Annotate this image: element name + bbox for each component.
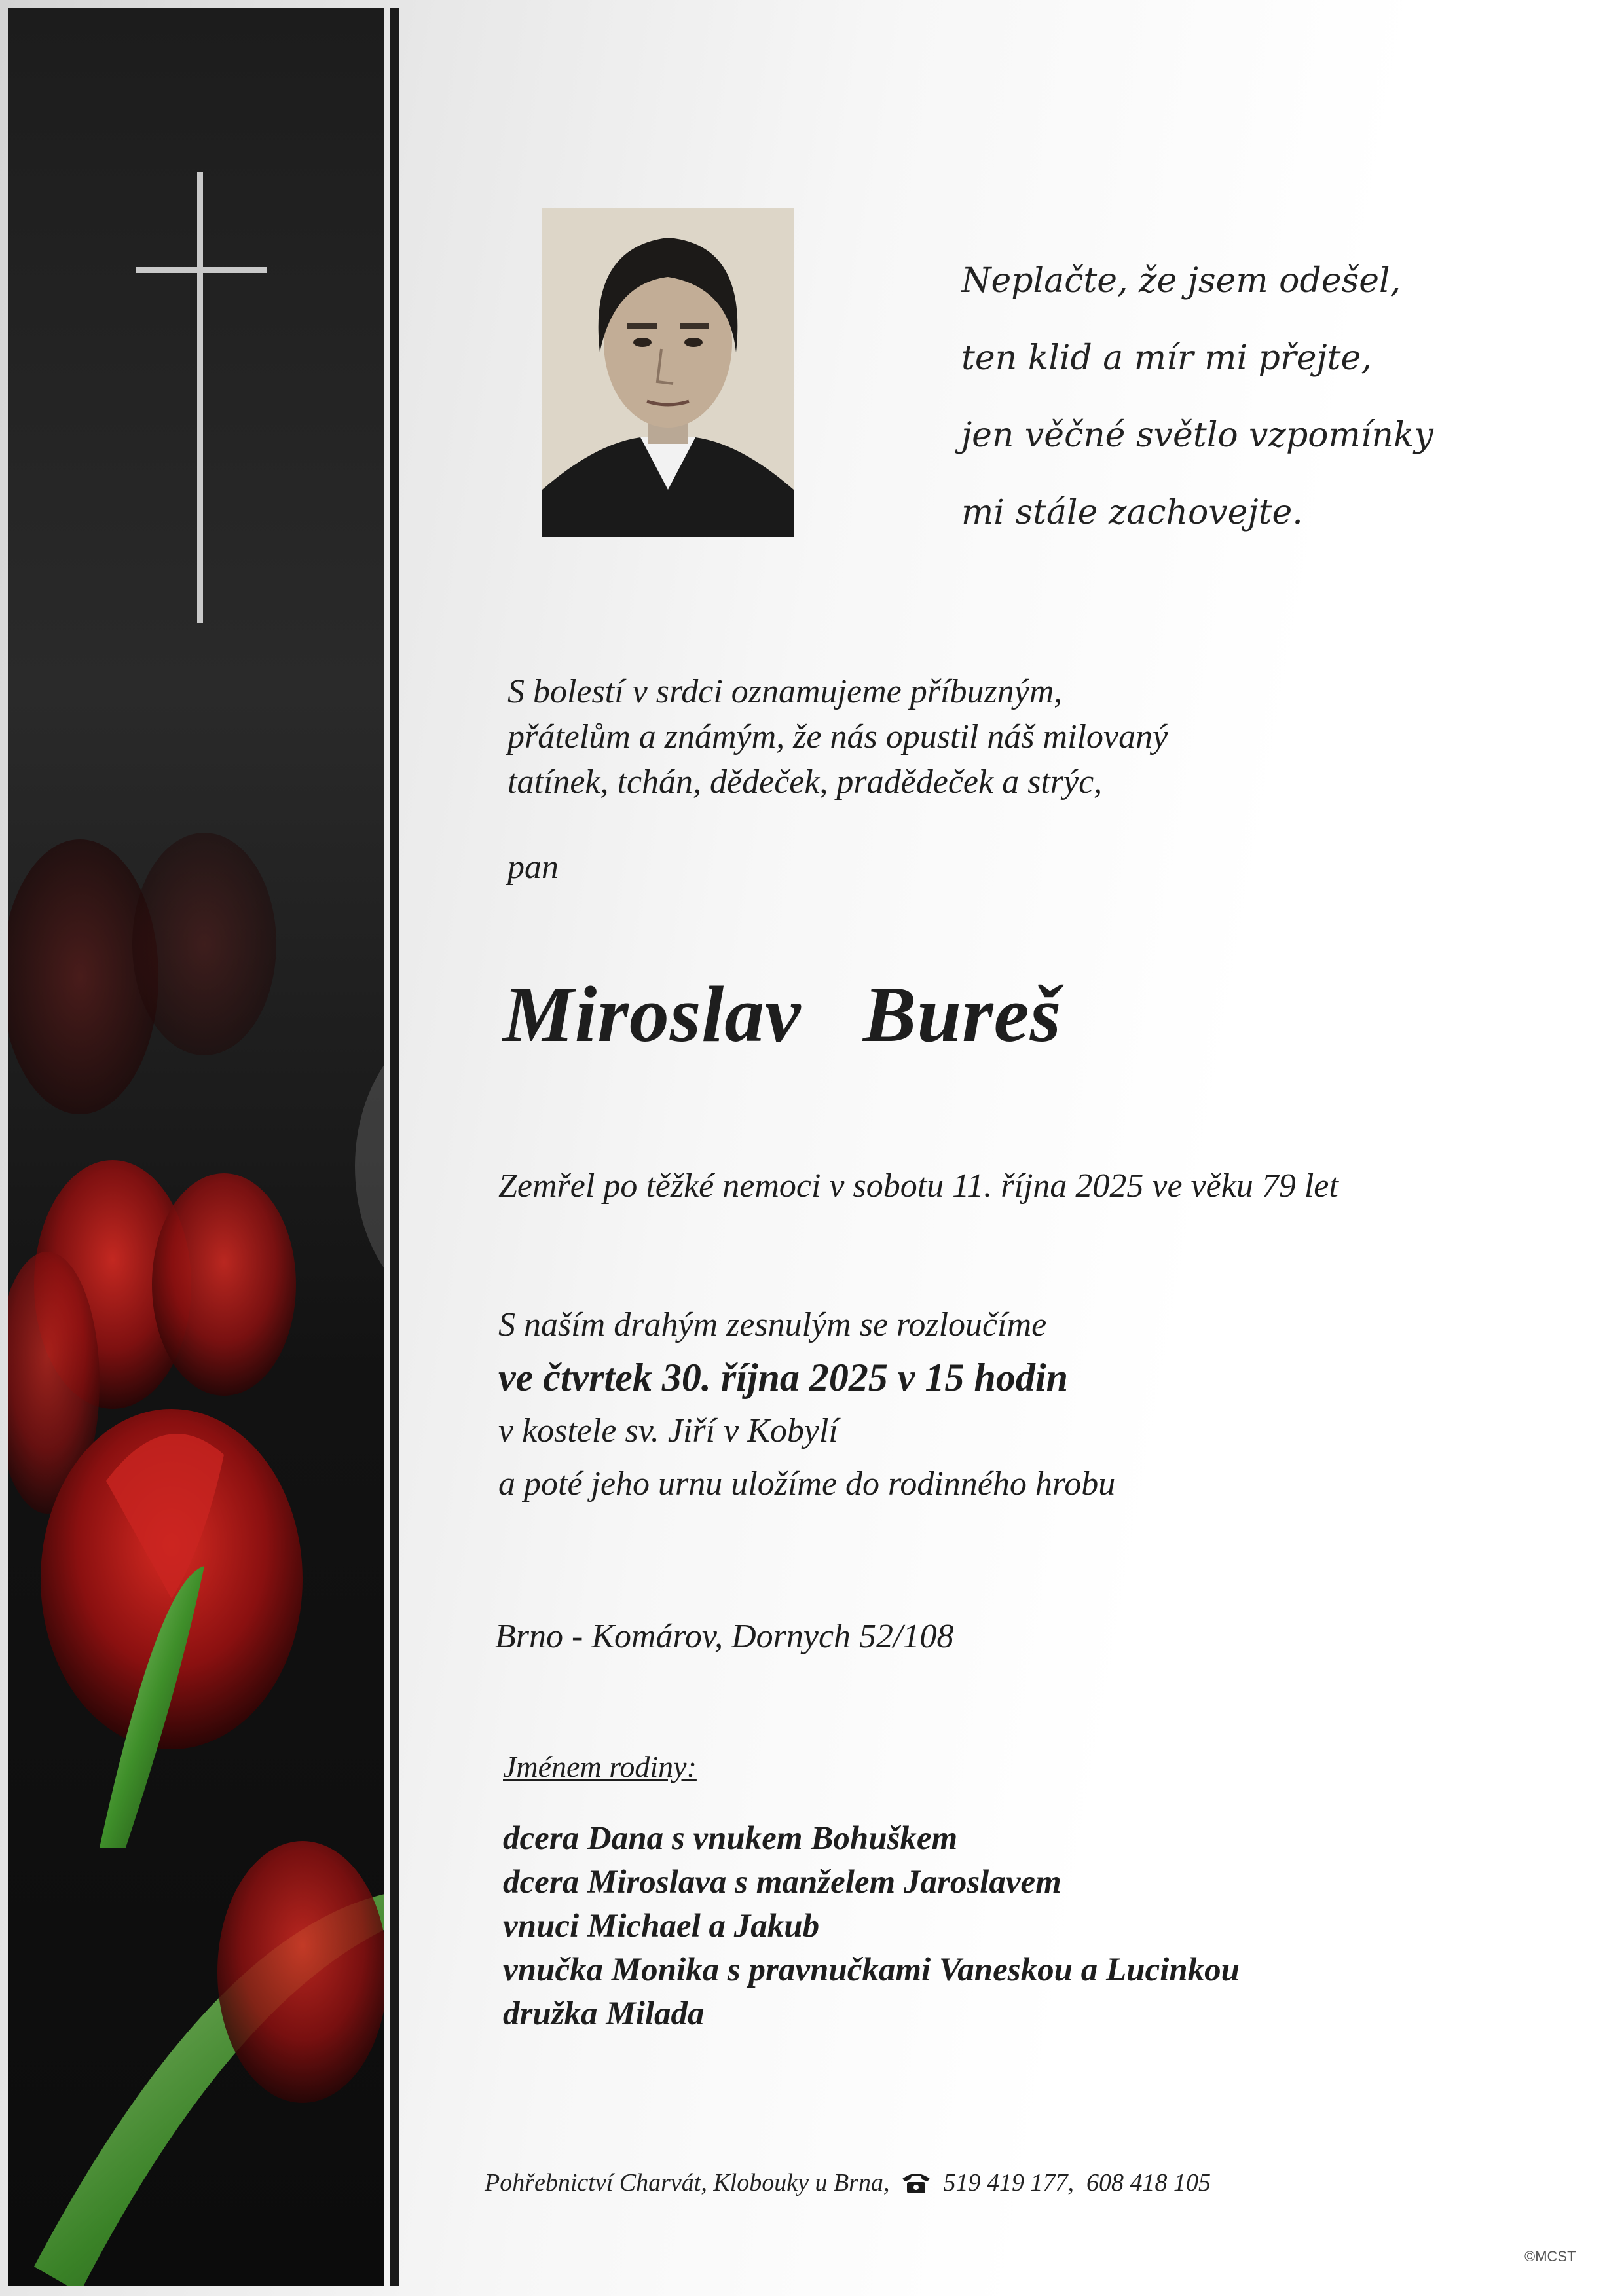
portrait-photo	[542, 208, 794, 537]
poem-line: Neplačte, že jsem odešel,	[961, 261, 1401, 301]
decorative-side-panel	[8, 8, 384, 2286]
vertical-border-line	[390, 8, 399, 2286]
farewell-block	[498, 1298, 1115, 1510]
intro-line: přátelům a známým, že nás opustil náš milovaný	[507, 718, 1168, 756]
deceased-name: Miroslav Bureš	[503, 970, 1062, 1059]
farewell-intro: S naším drahým zesnulým se rozloučíme	[498, 1306, 1047, 1343]
poem-line: ten klid a mír mi přejte,	[961, 338, 1372, 378]
family-member: družka Milada	[503, 1995, 705, 2032]
undertaker-footer	[485, 2168, 1211, 2197]
undertaker-name: Pohřebnictví Charvát, Klobouky u Brna,	[485, 2169, 890, 2196]
family-member: vnuci Michael a Jakub	[503, 1908, 820, 1944]
family-heading: Jménem rodiny:	[503, 1750, 697, 1783]
family-member: dcera Dana s vnukem Bohuškem	[503, 1820, 958, 1857]
telephone-icon	[901, 2171, 931, 2195]
family-member: dcera Miroslava s manželem Jaroslavem	[503, 1864, 1061, 1901]
death-info: Zemřel po těžké nemoci v sobotu 11. října 2025 ve věku 79 let	[498, 1167, 1338, 1205]
tulip-illustration	[8, 826, 384, 2286]
poem-line: mi stále zachovejte.	[961, 493, 1303, 532]
farewell-datetime: ve čtvrtek 30. října 2025 v 15 hodin	[498, 1356, 1068, 1399]
family-member: vnučka Monika s pravnučkami Vaneskou a Lucinkou	[503, 1952, 1240, 1988]
poem	[961, 242, 1433, 551]
copyright-mark: ©MCST	[1524, 2248, 1576, 2265]
family-members	[503, 1817, 1240, 2036]
phone-numbers: 519 419 177, 608 418 105	[943, 2169, 1211, 2196]
poem-line: jen věčné světlo vzpomínky	[961, 416, 1433, 455]
intro-line: tatínek, tchán, dědeček, pradědeček a strýc,	[507, 763, 1103, 801]
farewell-place: v kostele sv. Jiří v Kobylí	[498, 1412, 838, 1449]
family-address: Brno - Komárov, Dornych 52/108	[495, 1618, 954, 1655]
announcement-intro	[507, 669, 1168, 805]
honorific-title: pan	[507, 848, 559, 886]
cross-icon	[136, 172, 267, 623]
farewell-burial: a poté jeho urnu uložíme do rodinného hrobu	[498, 1465, 1116, 1503]
intro-line: S bolestí v srdci oznamujeme příbuzným,	[507, 673, 1063, 710]
